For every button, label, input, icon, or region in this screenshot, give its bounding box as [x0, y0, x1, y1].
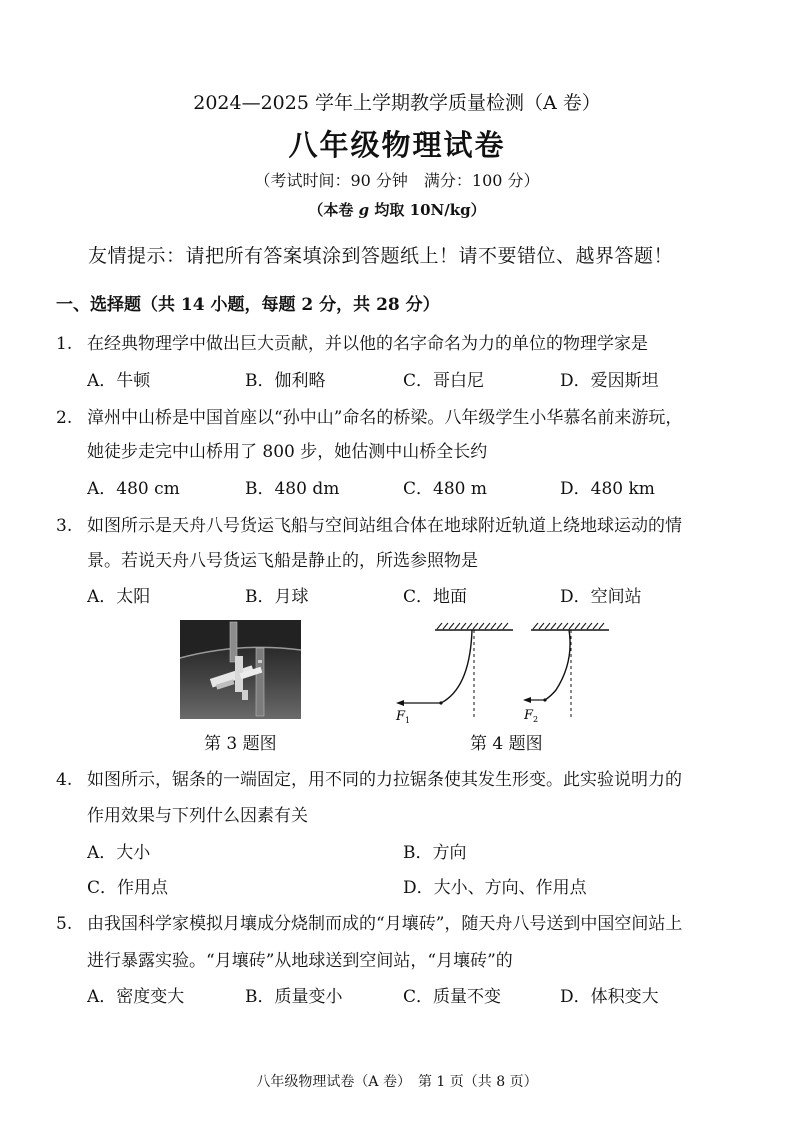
question-number: 3. [56, 516, 73, 536]
option-d: D．空间站 [560, 587, 642, 607]
question-text-cont: 作用效果与下列什么因素有关 [87, 806, 308, 826]
subject-title: 八年级物理试卷 [288, 128, 506, 162]
question-2 [56, 403, 682, 428]
option-c: C．作用点 [87, 878, 169, 898]
question-text-cont: 她徒步走完中山桥用了 800 步，她估测中山桥全长约 [87, 442, 488, 462]
saw-blade-right [545, 630, 570, 700]
option-a: A．牛顿 [87, 371, 151, 391]
question-text-cont: 景。若说天舟八号货运飞船是静止的，所选参照物是 [87, 551, 478, 571]
option-b: B．伽利略 [245, 371, 326, 391]
option-b: B．月球 [245, 587, 309, 607]
g-symbol: g [358, 201, 370, 219]
question-number: 5. [56, 914, 73, 934]
question-3 [56, 511, 682, 536]
option-c: C．480 m [403, 479, 487, 499]
figure-3-caption: 第 3 题图 [204, 734, 277, 754]
figure-4-diagram [393, 620, 633, 726]
question-1 [56, 329, 648, 354]
question-5 [56, 909, 682, 934]
label-f1-sub: 1 [405, 716, 411, 725]
option-d: D．大小、方向、作用点 [403, 878, 587, 898]
option-a: A．密度变大 [87, 987, 185, 1007]
g-note-prefix: （本卷 [308, 201, 354, 219]
question-text-cont: 进行暴露实验。“月壤砖”从地球送到空间站，“月壤砖”的 [87, 951, 513, 971]
question-number: 2. [56, 408, 73, 428]
ceiling-hatch-right [533, 623, 604, 629]
label-f1: F [396, 709, 406, 724]
figure-4-caption: 第 4 题图 [470, 734, 543, 754]
page-footer: 八年级物理试卷（A 卷） 第 1 页（共 8 页） [256, 1074, 538, 1090]
ceiling-hatch-left [437, 623, 508, 629]
option-c: C．哥白尼 [403, 371, 485, 391]
option-b: B．方向 [403, 843, 467, 863]
exam-title: 2024—2025 学年上学期教学质量检测（A 卷） [193, 92, 601, 114]
question-text: 由我国科学家模拟月壤成分烧制而成的“月壤砖”，随天舟八号送到中国空间站上 [87, 914, 683, 934]
reminder: 友情提示：请把所有答案填涂到答题纸上！请不要错位、越界答题！ [88, 245, 674, 267]
question-4 [56, 765, 682, 790]
question-text: 在经典物理学中做出巨大贡献，并以他的名字命名为力的单位的物理学家是 [87, 334, 648, 354]
option-b: B．480 dm [245, 479, 340, 499]
exam-info: （考试时间：90 分钟 满分：100 分） [254, 171, 540, 190]
question-number: 4. [56, 770, 73, 790]
option-b: B．质量变小 [245, 987, 343, 1007]
question-text: 如图所示是天舟八号货运飞船与空间站组合体在地球附近轨道上绕地球运动的情 [87, 516, 682, 536]
saw-blade-diagram [393, 620, 633, 726]
figure-3-photo [180, 620, 301, 719]
option-c: C．质量不变 [403, 987, 502, 1007]
question-number: 1. [56, 334, 73, 354]
g-note [0, 199, 794, 220]
option-c: C．地面 [403, 587, 468, 607]
option-d: D．480 km [560, 479, 655, 499]
option-a: A．480 cm [87, 479, 180, 499]
space-station-image [180, 620, 301, 719]
label-f2-sub: 2 [533, 715, 539, 724]
question-text: 如图所示，锯条的一端固定，用不同的力拉锯条使其发生形变。此实验说明力的 [87, 770, 682, 790]
arrowhead-f2 [523, 697, 531, 703]
option-a: A．太阳 [87, 587, 151, 607]
arrowhead-f1 [396, 700, 404, 706]
option-d: D．体积变大 [560, 987, 659, 1007]
g-note-suffix: 均取 10N/kg） [374, 201, 486, 219]
section-title: 一、选择题（共 14 小题，每题 2 分，共 28 分） [56, 295, 440, 315]
question-text: 漳州中山桥是中国首座以“孙中山”命名的桥梁。八年级学生小华慕名前来游玩， [87, 408, 683, 428]
label-f2: F [524, 708, 534, 723]
option-a: A．大小 [87, 843, 151, 863]
option-d: D．爱因斯坦 [560, 371, 659, 391]
saw-blade-left [441, 630, 472, 703]
